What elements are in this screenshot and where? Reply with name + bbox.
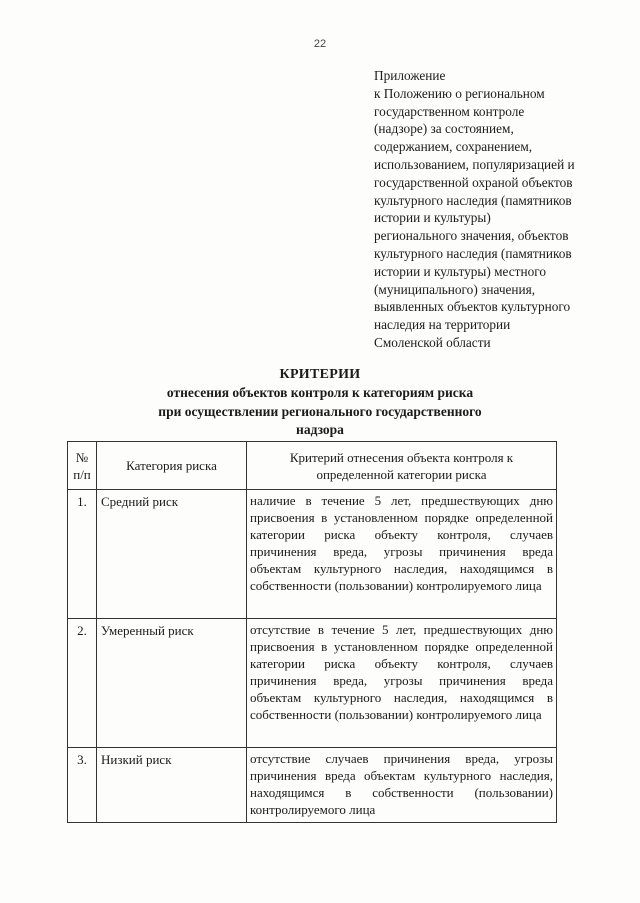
appendix-line: использованием, популяризацией и [374,156,575,172]
appendix-line: регионального значения, объектов [374,228,569,244]
appendix-note [374,67,614,352]
appendix-line: (надзоре) за состоянием, [374,121,514,137]
row-number: 1. [68,490,97,619]
risk-criteria-table [67,441,557,823]
table-row [68,748,557,823]
appendix-line: государственной охраной объектов [374,174,573,190]
header-category: Категория риска [97,442,247,490]
page-number: 22 [313,38,327,50]
appendix-line: наследия на территории [374,317,511,333]
title-subline: отнесения объектов контроля к категориям риска [166,385,474,400]
row-criterion: отсутствие в течение 5 лет, предшествующих дню присвоения в установленном порядке определенной категории риска объекту контроля, случаев причинения вреда, угрозы причинения вреда объектам культурного наследия, находящимся в собственности (пользовании) контролируемого лица [247,619,557,748]
appendix-line: государственном контроле [374,103,525,119]
appendix-line: (муниципального) значения, [374,281,536,297]
row-category: Низкий риск [97,748,247,823]
row-number: 2. [68,619,97,748]
title-subline: при осуществлении регионального государственного [158,403,482,419]
row-criterion: отсутствие случаев причинения вреда, угрозы причинения вреда объектам культурного наследия, находящимся в собственности (пользовании) контролируемого лица [247,748,557,823]
row-number: 3. [68,748,97,823]
table-header-row [68,442,557,490]
appendix-line: культурного наследия (памятников [374,245,572,261]
appendix-line: истории и культуры) [374,210,491,226]
table-row [68,619,557,748]
appendix-line: содержанием, сохранением, [374,139,533,155]
appendix-line: истории и культуры) местного [374,263,546,279]
document-title [0,366,640,440]
appendix-line: выявленных объектов культурного [374,299,571,315]
appendix-line: Приложение [374,68,446,83]
header-criterion: Критерий отнесения объекта контроля к определенной категории риска [247,442,557,490]
table-row [68,490,557,619]
appendix-line: культурного наследия (памятников [374,192,572,208]
row-category: Средний риск [97,490,247,619]
row-category: Умеренный риск [97,619,247,748]
appendix-line: к Положению о региональном [374,85,545,101]
header-number: № п/п [68,442,97,490]
title-main: КРИТЕРИИ [279,367,361,382]
appendix-line: Смоленской области [374,334,491,350]
title-subline: надзора [296,422,344,437]
row-criterion: наличие в течение 5 лет, предшествующих дню присвоения в установленном порядке определенной категории риска объекту контроля, случаев причинения вреда, угрозы причинения вреда объектам культурного наследия, находящимся в собственности (пользовании) контролируемого лица [247,490,557,619]
